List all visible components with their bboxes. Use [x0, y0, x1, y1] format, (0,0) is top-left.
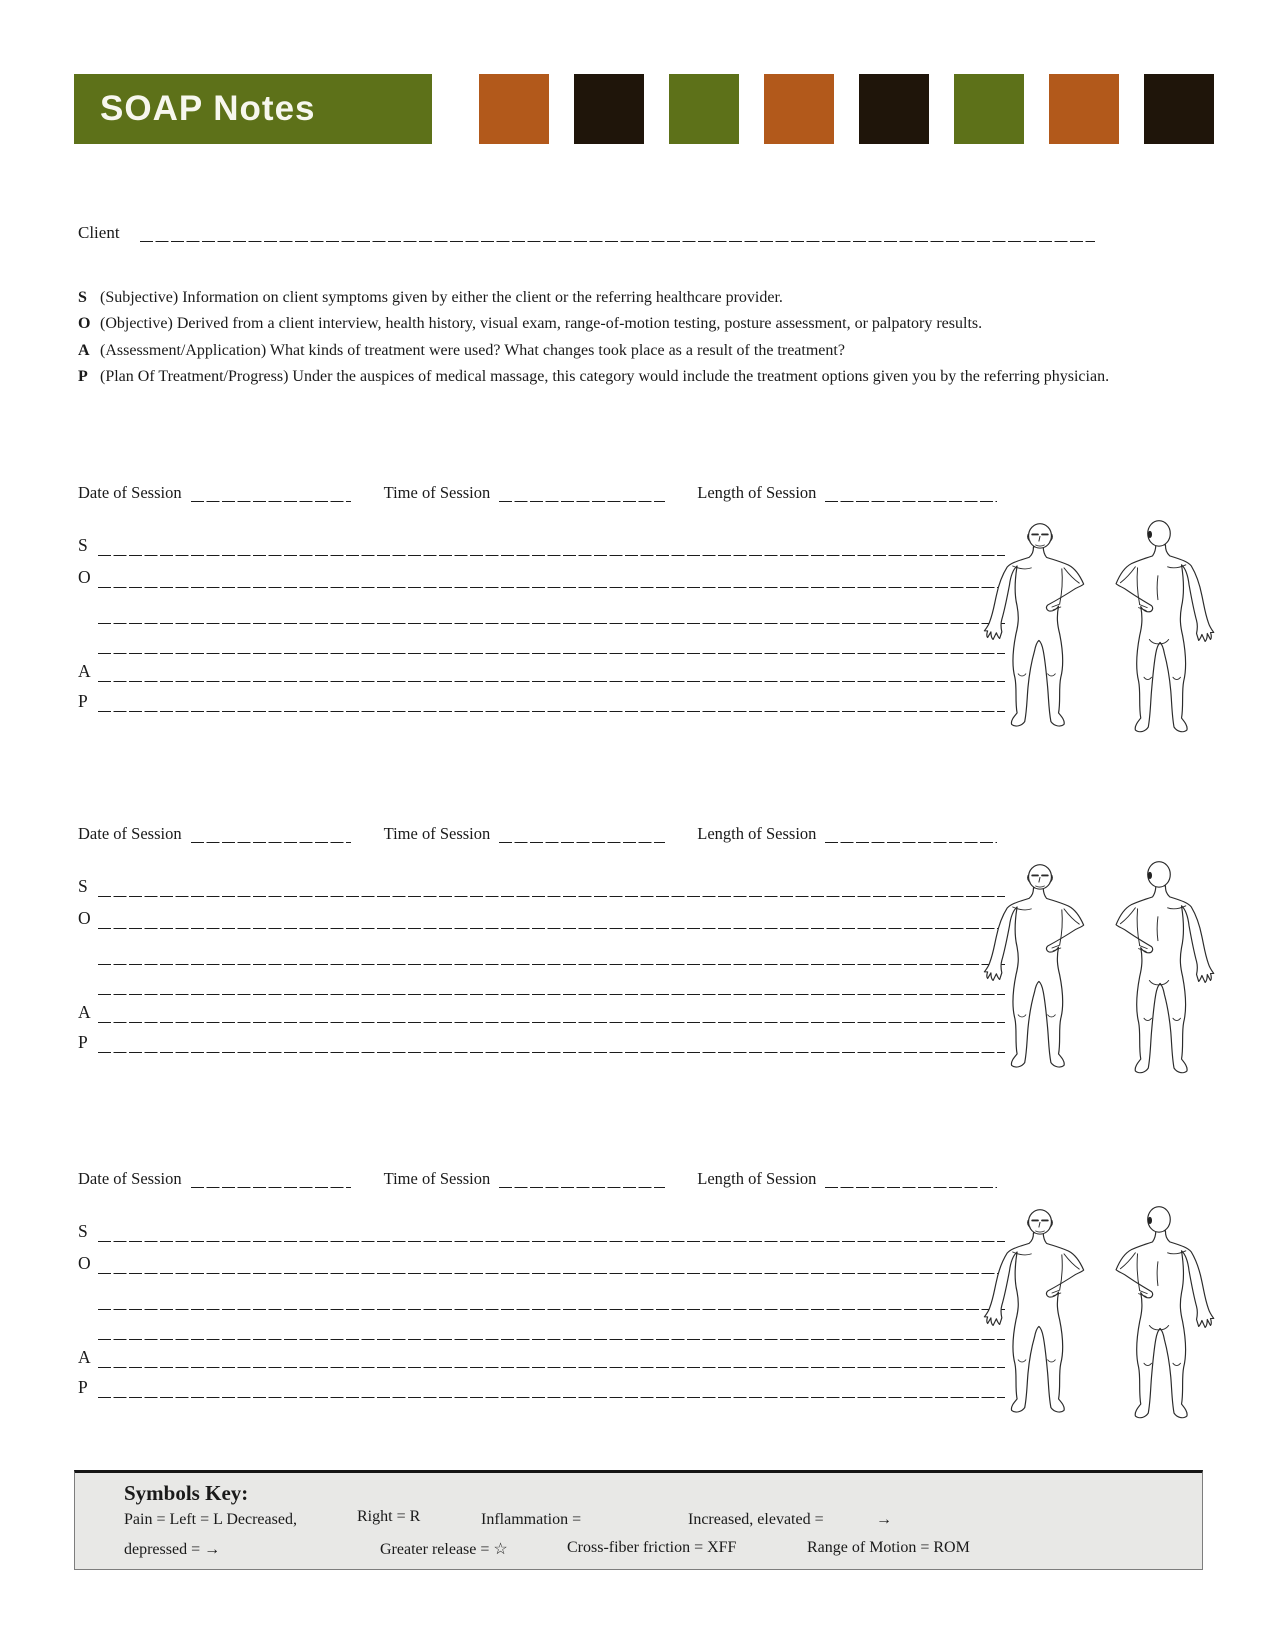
back-body-figure [1100, 1206, 1218, 1425]
assessment-row [78, 655, 1005, 683]
continuation-row [78, 589, 1005, 625]
continuation-blank[interactable] [98, 1339, 1005, 1340]
length-of-session-blank[interactable] [825, 1187, 997, 1188]
assessment-row [78, 996, 1005, 1024]
continuation-blank[interactable] [98, 964, 1005, 965]
assessment-blank[interactable] [98, 1367, 1005, 1368]
row-letter: A [78, 1001, 91, 1022]
key-increased: Increased, elevated = [688, 1511, 824, 1528]
objective-blank[interactable] [98, 928, 1005, 929]
color-square [669, 74, 739, 144]
subjective-row [78, 1213, 1005, 1243]
length-of-session-blank[interactable] [825, 842, 997, 843]
front-body-figure [980, 523, 1100, 733]
session-block-2 [78, 822, 1218, 1054]
subjective-row [78, 868, 1005, 898]
length-of-session-blank[interactable] [825, 501, 997, 502]
title-banner [74, 74, 432, 144]
plan-row [78, 1369, 1005, 1399]
legend-letter: A [78, 341, 90, 359]
legend-text: (Assessment/Application) What kinds of treatment were used? What changes took place as a result of the treatment? [100, 341, 845, 359]
key-depressed: depressed = → [124, 1541, 221, 1558]
legend-text: (Subjective) Information on client symptoms given by either the client or the referring healthcare provider. [100, 289, 783, 306]
session-header [78, 481, 1218, 503]
length-of-session-label: Length of Session [697, 1168, 817, 1188]
back-body-figure [1100, 861, 1218, 1080]
objective-row [78, 898, 1005, 930]
legend-text: (Objective) Derived from a client interview, health history, visual exam, range-of-motion testing, posture assessment, or palpatory results. [100, 315, 983, 333]
plan-blank[interactable] [98, 711, 1005, 712]
row-letter: O [78, 1252, 91, 1273]
row-letter: P [78, 690, 88, 711]
date-of-session-blank[interactable] [191, 501, 351, 502]
plan-row [78, 683, 1005, 713]
symbols-key-title: Symbols Key: [124, 1481, 249, 1505]
continuation-row [78, 966, 1005, 996]
color-square [1144, 74, 1214, 144]
client-label: Client [78, 223, 120, 242]
symbols-key-box [74, 1470, 1203, 1570]
color-square [954, 74, 1024, 144]
continuation-row [78, 1311, 1005, 1341]
objective-row [78, 557, 1005, 589]
date-of-session-blank[interactable] [191, 1187, 351, 1188]
time-of-session-label: Time of Session [383, 1168, 491, 1188]
color-square [859, 74, 929, 144]
client-row [78, 217, 1108, 243]
front-body-figure [980, 864, 1100, 1074]
subjective-blank[interactable] [98, 1241, 1005, 1242]
continuation-row [78, 930, 1005, 966]
time-of-session-label: Time of Session [383, 482, 491, 502]
continuation-row [78, 1275, 1005, 1311]
subjective-blank[interactable] [98, 555, 1005, 556]
key-right: Right = R [357, 1508, 421, 1525]
color-square [764, 74, 834, 144]
session-block-3 [78, 1167, 1218, 1399]
legend-item-assessment [78, 338, 1168, 364]
row-letter: A [78, 1346, 91, 1367]
plan-row [78, 1024, 1005, 1054]
row-letter: O [78, 566, 91, 587]
objective-blank[interactable] [98, 1273, 1005, 1274]
color-square [1049, 74, 1119, 144]
soap-legend [78, 285, 1168, 391]
continuation-blank[interactable] [98, 623, 1005, 624]
legend-letter: P [78, 368, 88, 386]
continuation-blank[interactable] [98, 653, 1005, 654]
date-of-session-label: Date of Session [78, 482, 182, 502]
plan-blank[interactable] [98, 1397, 1005, 1398]
time-of-session-blank[interactable] [499, 1187, 665, 1188]
color-square [574, 74, 644, 144]
date-of-session-label: Date of Session [78, 823, 182, 843]
front-body-figure [980, 1209, 1100, 1419]
row-letter: A [78, 660, 91, 681]
subjective-blank[interactable] [98, 896, 1005, 897]
continuation-blank[interactable] [98, 1309, 1005, 1310]
continuation-blank[interactable] [98, 994, 1005, 995]
row-letter: P [78, 1376, 88, 1397]
continuation-row [78, 625, 1005, 655]
length-of-session-label: Length of Session [697, 482, 817, 502]
time-of-session-blank[interactable] [499, 501, 665, 502]
objective-blank[interactable] [98, 587, 1005, 588]
color-square [479, 74, 549, 144]
legend-item-plan [78, 364, 1168, 390]
assessment-blank[interactable] [98, 1022, 1005, 1023]
legend-item-subjective [78, 285, 1168, 311]
header-band [74, 74, 1214, 144]
row-letter: S [78, 534, 88, 555]
subjective-row [78, 527, 1005, 557]
session-header [78, 822, 1218, 844]
row-letter: O [78, 907, 91, 928]
time-of-session-blank[interactable] [499, 842, 665, 843]
legend-letter: O [78, 315, 91, 333]
key-inflammation: Inflammation = [481, 1511, 582, 1528]
date-of-session-blank[interactable] [191, 842, 351, 843]
assessment-blank[interactable] [98, 681, 1005, 682]
client-blank-line[interactable] [140, 241, 1095, 242]
legend-letter: S [78, 289, 87, 306]
row-letter: P [78, 1031, 88, 1052]
objective-row [78, 1243, 1005, 1275]
session-header [78, 1167, 1218, 1189]
legend-item-objective [78, 311, 1168, 337]
back-body-figure [1100, 520, 1218, 739]
key-cross-fiber: Cross-fiber friction = XFF [567, 1539, 737, 1556]
assessment-row [78, 1341, 1005, 1369]
key-pain: Pain = Left = L Decreased, [124, 1511, 297, 1528]
date-of-session-label: Date of Session [78, 1168, 182, 1188]
key-range-of-motion: Range of Motion = ROM [807, 1539, 970, 1556]
plan-blank[interactable] [98, 1052, 1005, 1053]
legend-text: (Plan Of Treatment/Progress) Under the auspices of medical massage, this category would include the treatment options given you by the referring physician. [100, 368, 1110, 386]
row-letter: S [78, 1220, 88, 1241]
time-of-session-label: Time of Session [383, 823, 491, 843]
key-increased-arrow-icon: → [876, 1511, 892, 1528]
length-of-session-label: Length of Session [697, 823, 817, 843]
key-greater-release: Greater release = ☆ [380, 1541, 508, 1558]
page-title: SOAP Notes [100, 89, 316, 128]
session-block-1 [78, 481, 1218, 713]
row-letter: S [78, 875, 88, 896]
